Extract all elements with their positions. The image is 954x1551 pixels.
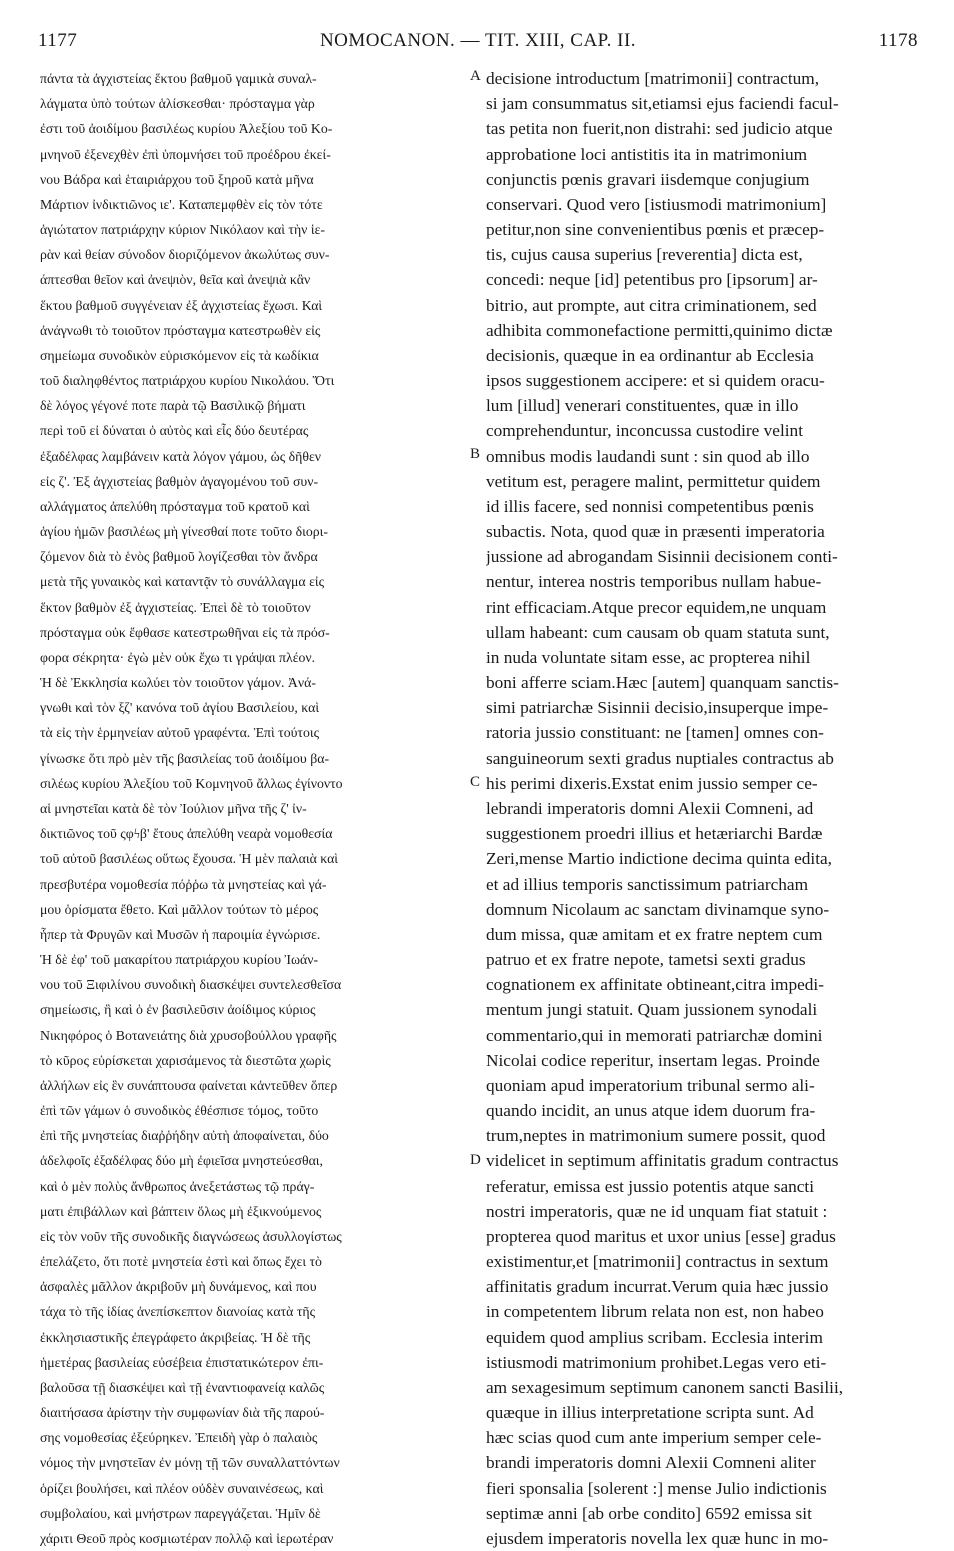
text-line: πάντα τὰ ἀγχιστείας ἕκτου βαθμοῦ γαμικὰ συναλ- (40, 71, 317, 86)
text-line: Μάρτιον ἰνδικτιῶνος ιε'. Καταπεμφθὲν εἰς τὸν τότε (40, 196, 323, 212)
text-line: dum missa, quæ amitam et ex fratre neptem cum (486, 924, 823, 944)
text-line: ἡμετέρας βασιλείας εὐσέβεια ἐπιστατικώτερον ἐπι- (40, 1354, 324, 1370)
text-line: istiusmodi matrimonium prohibet.Legas vero eti- (486, 1352, 827, 1372)
text-line: conservari. Quod vero [istiusmodi matrimonium] (486, 194, 827, 214)
text-line: μετὰ τῆς γυναικὸς καὶ καταντᾷν τὸ συνάλλαγμα εἰς (40, 574, 325, 590)
text-line: boni afferre sciam.Hæc [autem] quanquam sanctis- (486, 673, 839, 693)
text-line: nostri imperatoris, quæ ne id unquam fiat statuit : (486, 1201, 828, 1221)
text-line: τάχα τὸ τῆς ἰδίας ἀνεπίσκεπτον διανοίας κατὰ τῆς (40, 1304, 316, 1320)
text-line: σης νομοθεσίας ἐξεύρηκεν. Ἐπειδὴ γὰρ ὁ παλαιὸς (40, 1430, 318, 1446)
text-line: Zeri,mense Martio indictione decima quinta edita, (486, 849, 832, 869)
text-line: μνηνοῦ ἐξενεχθὲν ἐπὶ ὑπομνήσει τοῦ προέδρου ἐκεί- (40, 146, 331, 162)
text-line: νου τοῦ Ξιφιλίνου συνοδικὴ διασκέψει συντελεσθεῖσα (40, 977, 342, 993)
text-line: Νικηφόρος ὁ Βοτανειάτης διὰ χρυσοβούλλου γραφῆς (40, 1027, 337, 1043)
greek-text-column (40, 66, 468, 1551)
text-line: simi patriarchæ Sisinnii decisio,insuperque impe- (486, 698, 829, 718)
margin-marker-b: B (470, 446, 481, 462)
text-line: ἀνάγνωθι τὸ τοιοῦτον πρόσταγμα κατεστρωθὲν εἰς (40, 322, 321, 338)
text-line: omnibus modis laudandi sunt : sin quod ab illo (486, 446, 810, 466)
text-line: referatur, emissa est jussio potentis atque sancti (486, 1176, 815, 1196)
text-line: bitrio, aut prompte, aut citra criminationem, sed (486, 295, 817, 315)
text-line: βαλοῦσα τῇ διασκέψει καὶ τῇ ἐναντιοφανείᾳ καλῶς (40, 1379, 325, 1395)
text-line: σημείωμα συνοδικὸν εὑρισκόμενον εἰς τὰ κωδίκια (40, 347, 319, 363)
text-line: Ἡ δὲ Ἐκκλησία κωλύει τὸν τοιοῦτον γάμον. Ἀνά- (40, 675, 316, 691)
text-line: equidem quod amplius scribam. Ecclesia interim (486, 1327, 823, 1347)
text-line: ἐξαδέλφας λαμβάνειν κατὰ λόγον γάμου, ὡς δῆθεν (40, 448, 321, 464)
text-line: domnum Nicolaum ac sanctam divinamque syno- (486, 899, 830, 919)
text-line: trum,neptes in matrimonium sumere possit, quod (486, 1126, 826, 1146)
text-line: approbatione loci antistitis ita in matrimonium (486, 144, 808, 164)
text-line: decisione introductum [matrimonii] contractum, (486, 69, 820, 88)
text-line: τοῦ αὐτοῦ βασιλέως οὕτως ἔχουσα. Ἡ μὲν παλαιὰ καὶ (40, 851, 339, 867)
text-line: χάριτι Θεοῦ πρὸς κοσμιωτέραν πολλῷ καὶ ἱερωτέραν (40, 1530, 334, 1546)
text-line: νόμος τὴν μνηστεῖαν ἐν μόνῃ τῇ τῶν συναλλαττόντων (40, 1455, 340, 1471)
text-line: in nuda voluntate sitam esse, ac propterea nihil (486, 647, 811, 667)
text-line: petitur,non sine convenientibus pœnis et præcep- (486, 220, 825, 240)
text-line: ἧπερ τὰ Φρυγῶν καὶ Μυσῶν ἡ παροιμία ἐγνώρισε. (40, 926, 321, 942)
text-line: concedi: neque [id] petentibus pro [ipsorum] ar- (486, 270, 818, 290)
text-line: ἐπελάζετο, ὅτι ποτὲ μνηστεία ἐστὶ καὶ ὅπως ἔχει τὸ (40, 1254, 322, 1270)
text-line: τὰ εἰς τὴν ἑρμηνείαν αὐτοῦ γραφέντα. Ἐπὶ τούτοις (40, 725, 320, 741)
text-line: ejusdem imperatoris novella lex quæ hunc in mo- (486, 1528, 829, 1548)
text-line: et ad illius temporis sanctissimum patriarcham (486, 874, 809, 894)
text-line: καὶ ὁ μὲν πολὺς ἄνθρωπος ἀνεξετάστως τῷ πράγ- (40, 1178, 315, 1194)
text-line: his perimi dixeris.Exstat enim jussio semper ce- (486, 773, 818, 793)
text-line: Ἡ δὲ ἐφ' τοῦ μακαρίτου πατριάρχου κυρίου Ἰωάν- (40, 952, 319, 968)
text-line: μου ὁρίσματα ἔθετο. Καὶ μᾶλλον τούτων τὸ μέρος (40, 901, 319, 917)
text-line: conjunctis pœnis gravari iisdemque conjugium (486, 169, 810, 189)
text-line: ullam habeant: cum causam ob quam statuta sunt, (486, 622, 830, 642)
text-line: id illis facere, sed nonnisi competentibus pœnis (486, 496, 814, 516)
text-line: αλλάγματος ἀπελύθη πρόσταγμα τοῦ κρατοῦ καὶ (40, 498, 310, 514)
text-line: fieri sponsalia [solerent :] mense Julio indictionis (486, 1478, 827, 1498)
text-line: hæc scias quod cum ante imperium semper cele- (486, 1428, 822, 1448)
text-line: quoniam apud imperatorium tribunal sermo ali- (486, 1075, 815, 1095)
text-line: quando incidit, an unus atque idem duorum fra- (486, 1101, 816, 1121)
text-line: αἱ μνηστεῖαι κατὰ δὲ τὸν Ἰούλιον μῆνα τῆς ζ' ἰν- (40, 800, 307, 816)
text-line: λάγματα ὑπὸ τούτων ἁλίσκεσθαι· πρόσταγμα γὰρ (40, 96, 315, 112)
text-line: ἀσφαλὲς μᾶλλον ἀκριβοῦν μὴ δυνάμενος, καὶ που (40, 1279, 317, 1295)
text-line: σημείωσις, ἣ καὶ ὁ ἐν βασιλεῦσιν ἀοίδιμος κύριος (40, 1002, 316, 1018)
text-line: ἀλλήλων εἰς ἓν συνάπτουσα φαίνεται κἀντεῦθεν ὅπερ (40, 1077, 338, 1093)
text-line: subactis. Nota, quod quæ in præsenti imperatoria (486, 522, 825, 542)
text-line: in competentem librum relata non est, non habeo (486, 1302, 824, 1322)
text-line: νου Βάδρα καὶ ἑταιριάρχου τοῦ ξηροῦ κατὰ μῆνα (40, 171, 314, 187)
page-header (38, 30, 918, 60)
text-line: εἰς ζ'. Ἐξ ἀγχιστείας βαθμὸν ἀγαγομένου τοῦ συν- (40, 473, 319, 489)
text-line: si jam consummatus sit,etiamsi ejus faciendi facul- (486, 94, 839, 114)
text-line: sanguineorum sexti gradus nuptiales contractus ab (486, 748, 834, 768)
text-line: ζόμενον διὰ τὸ ἑνὸς βαθμοῦ λογίζεσθαι τὸν ἄνδρα (40, 549, 318, 565)
text-line: tas petita non fuerit,non distrahi: sed judicio atque (486, 119, 833, 139)
text-line: σιλέως κυρίου Ἀλεξίου τοῦ Κομνηνοῦ ἄλλως ἐγίνοντο (40, 775, 343, 791)
text-line: ἕκτου βαθμοῦ συγγένειαν ἐξ ἀγχιστείας ἔχωσι. Καὶ (40, 297, 323, 313)
text-line: rint efficaciam.Atque precor equidem,ne unquam (486, 597, 827, 617)
text-line: ἀδελφοῖς ἐξαδέλφας δύο μὴ ἐφιεῖσα μνηστεύεσθαι, (40, 1153, 323, 1169)
text-line: εἰς τὸν νοῦν τῆς συνοδικῆς διαγνώσεως ἀσυλλογίστως (40, 1228, 342, 1244)
text-line: ἕκτον βαθμὸν ἐξ ἀγχιστείας. Ἐπεὶ δὲ τὸ τοιοῦτον (40, 599, 311, 615)
text-line: existimentur,et [matrimonii] contractus in sextum (486, 1252, 829, 1272)
text-line: mentum jungi statuit. Quam jussionem synodali (486, 1000, 818, 1020)
text-line: ματι ἐπιβάλλων καὶ βάπτειν ὅλως μὴ ἐξικνούμενος (40, 1203, 322, 1219)
text-line: ὁρίζει βουλήσει, καὶ πλέον οὐδὲν συναινέσεως, καὶ (40, 1480, 324, 1496)
text-line: adhibita commonefactione permitti,quinimo dictæ (486, 320, 833, 340)
text-line: ἐκκλησιαστικῆς ἐπεγράφετο ἀκριβείας. Ἡ δὲ τῆς (40, 1329, 311, 1345)
text-line: brandi imperatoris domni Alexii Comneni aliter (486, 1453, 816, 1473)
text-line: περὶ τοῦ εἰ δύναται ὁ αὐτὸς καὶ εἷς δύο δευτέρας (40, 423, 309, 439)
text-line: videlicet in septimum affinitatis gradum contractus (486, 1151, 839, 1171)
text-line: comprehenduntur, inconcussa custodire velint (486, 421, 804, 441)
text-line: ratoria jussio constituant: ne [tamen] omnes con- (486, 723, 824, 743)
text-line: commentario,qui in memorati patriarchæ domini (486, 1025, 823, 1045)
text-line: am sexagesimum septimum canonem sancti Basilii, (486, 1377, 844, 1397)
text-line: Nicolai codice reperitur, insertam legas. Proinde (486, 1050, 820, 1070)
text-line: γνωθι καὶ τὸν ξζ' κανόνα τοῦ ἁγίου Βασιλείου, καὶ (40, 700, 320, 716)
text-line: φορα σέκρητα· ἐγὼ μὲν οὐκ ἔχω τι γράψαι πλέον. (40, 649, 316, 665)
text-line: decisionis, quæque in ea ordinantur ab Ecclesia (486, 345, 814, 365)
text-line: septimæ anni [ab orbe condito] 6592 emissa sit (486, 1503, 812, 1523)
text-line: πρεσβυτέρα νομοθεσία πόῤῥω τὰ μνηστείας καὶ γά- (40, 876, 327, 892)
text-line: affinitatis gradum incurrat.Verum quia hæc jussio (486, 1277, 829, 1297)
text-line: tis, cujus causa superius [reverentia] dicta est, (486, 245, 803, 265)
text-line: διαιτήσασα ἀρίστην τὴν συμφωνίαν διὰ τῆς παρού- (40, 1405, 325, 1421)
text-line: suggestionem proedri illius et hetæriarchi Bardæ (486, 824, 823, 844)
text-line: patruo et ex fratre nepote, tametsi sexti gradus (486, 950, 806, 970)
text-line: άπτεσθαι θεῖον καὶ ἀνεψιὸν, θεῖα καὶ ἀνεψιὰ κἂν (40, 272, 311, 288)
text-line: ἐπὶ τῶν γάμων ὁ συνοδικὸς ἐθέσπισε τόμος, τοῦτο (40, 1103, 319, 1119)
margin-marker-a: A (470, 68, 481, 84)
text-line: nentur, interea nostris temporibus nullam habue- (486, 572, 822, 592)
left-column-number: 1177 (38, 30, 78, 51)
text-line: cognationem ex affinitate obtineant,citra impedi- (486, 975, 824, 995)
text-line: jussione ad abrogandam Sisinnii decisionem conti- (486, 547, 838, 567)
text-line: lum [illud] venerari constituentes, quæ in illo (486, 396, 799, 416)
text-line: vetitum est, peragere malint, permittetur quidem (486, 471, 821, 491)
text-line: τὸ κῦρος εὑρίσκεται χαρισάμενος τὰ διεστῶτα χωρὶς (40, 1052, 331, 1068)
text-line: πρόσταγμα οὐκ ἔφθασε κατεστρωθῆναι εἰς τὰ πρόσ- (40, 624, 330, 640)
text-line: lebrandi imperatoris domni Alexii Comneni, ad (486, 798, 814, 818)
text-line: τοῦ διαληφθέντος πατριάρχου κυρίου Νικολάου. Ὅτι (40, 373, 335, 389)
margin-marker-d: D (470, 1152, 481, 1168)
running-title: NOMOCANON. — TIT. XIII, CAP. II. (319, 30, 637, 51)
text-line: propterea quod maritus et uxor unius [esse] gradus (486, 1226, 836, 1246)
text-line: ρὰν καὶ θείαν σύνοδον διοριζόμενον ἀκωλύτως συν- (40, 247, 330, 263)
text-line: ἐστι τοῦ ἀοιδίμου βασιλέως κυρίου Ἀλεξίου τοῦ Κο- (40, 121, 333, 137)
text-line: γίνωσκε ὅτι πρὸ μὲν τῆς βασιλείας τοῦ ἀοιδίμου βα- (40, 750, 330, 766)
text-line: δὲ λόγος γέγονέ ποτε παρὰ τῷ Βασιλικῷ βήματι (40, 398, 306, 414)
text-line: συμβολαίου, καὶ μνήστρων παρεγγάζεται. Ἡμῖν δὲ (40, 1505, 321, 1521)
margin-marker-c: C (470, 774, 481, 790)
right-column-number: 1178 (878, 30, 918, 51)
text-line: ἁγιώτατον πατριάρχην κύριον Νικόλαον καὶ τὴν ἱε- (40, 222, 325, 238)
text-line: δικτιῶνος τοῦ ςφϟβ' ἔτους ἀπελύθη νεαρὰ νομοθεσία (40, 826, 333, 842)
text-line: quæque in illius interpretatione scripta sunt. Ad (486, 1403, 814, 1423)
text-line: ἁγίου ἡμῶν βασιλέως μὴ γίνεσθαί ποτε τοῦτο διορι- (40, 524, 328, 540)
latin-text-column (486, 66, 918, 1551)
text-line: ἐπὶ τῆς μνηστείας διαῤῥήδην αὐτὴ ἀποφαίνεται, δύο (40, 1128, 329, 1144)
text-line: ipsos suggestionem accipere: et si quidem oracu- (486, 371, 825, 391)
